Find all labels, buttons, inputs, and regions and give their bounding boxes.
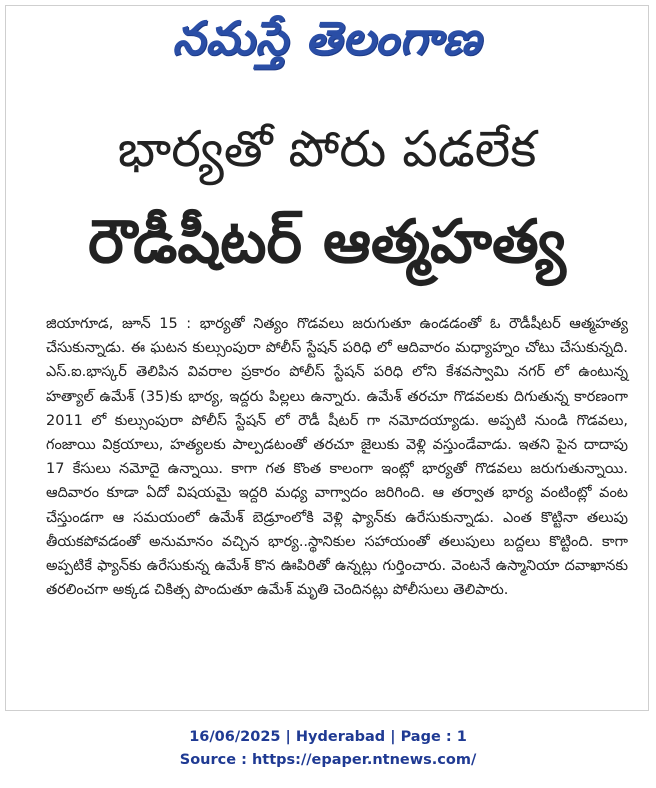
article-body (46, 312, 628, 602)
clipping-frame (5, 5, 649, 711)
article-dateline: జియాగూడ, జూన్ 15 : (46, 316, 192, 332)
headline-line-1: భార్యతో పోరు పడలేక (117, 120, 537, 178)
footer-meta: 16/06/2025 | Hyderabad | Page : 1 (189, 729, 467, 745)
article-text: భార్యతో నిత్యం గొడవలు జరుగుతూ ఉండడంతో ఓ రౌడీషీటర్ ఆత్మహత్య చేసుకున్నాడు. ఈ ఘటన కుల్సుంపురా పోలీస్ స్టేషన్ పరిధి లో ఆదివారం మధ్యాహ్నం చోటు చేసుకున్నది. ఎస్.ఐ.భాస్కర్ తెలిపిన వివరాల ప్రకారం పోలీస్ స్టేషన్ పరిధి లోని కేశవస్వామి నగర్ లో ఉంటున్న హత్యాల్ ఉమేశ్ (35)కు భార్య, ఇద్దరు పిల్లలు ఉన్నారు. ఉమేశ్ తరచూ గొడవలకు దిగుతున్న కారణంగా 2011 లో కుల్సుంపురా పోలీస్ స్టేషన్ లో రౌడీ షీటర్ గా నమోదయ్యాడు. అప్పటి నుండి గొడవలు, గంజాయి విక్రయాలు, హత్యలకు పాల్పడటంతో తరచూ జైలుకు వెళ్లి వస్తుండేవాడు. ఇతని పైన దాదాపు 17 కేసులు నమోదై ఉన్నాయి. కాగా గత కొంత కాలంగా ఇంట్లో భార్యతో గొడవలు జరుగుతున్నాయి. ఆదివారం కూడా ఏదో విషయమై ఇద్దరి మధ్య వాగ్వాదం జరిగింది. ఆ తర్వాత భార్య వంటింట్లో వంట చేస్తుండగా ఆ సమయంలో ఉమేశ్ బెడ్రూంలోకి వెళ్లి ఫ్యాన్‌కు ఉరేసుకున్నాడు. ఎంత కొట్టినా తలుపు తీయకపోవడంతో అనుమానం వచ్చిన భార్య..స్థానికుల సహాయంతో తలుపులు బద్దలు కొట్టింది. కాగా అప్పటికే ఫ్యాన్‌కు ఉరేసుకున్న ఉమేశ్ కొన ఊపిరితో ఉన్నట్లు గుర్తించారు. వెంటనే ఉస్మానియా దవాఖానకు తరలించగా అక్కడ చికిత్స పొందుతూ ఉమేశ్ మృతి చెందినట్లు పోలీసులు తెలిపారు. (46, 316, 628, 599)
footer-source-link[interactable]: Source : https://epaper.ntnews.com/ (179, 752, 477, 768)
newspaper-masthead: నమస్తే తెలంగాణ (172, 11, 482, 65)
headline-line-2: రౌడీషీటర్ ఆత్మహత్య (88, 207, 566, 277)
